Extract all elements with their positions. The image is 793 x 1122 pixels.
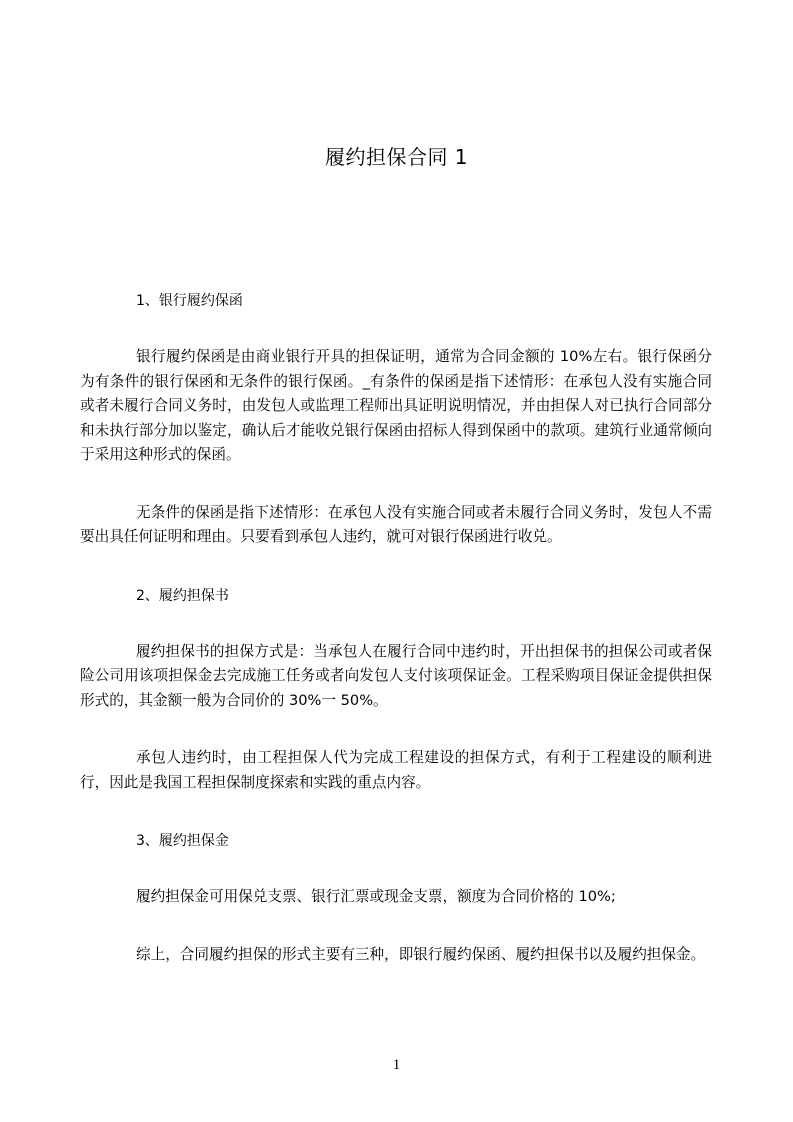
paragraph: 履约担保书的担保方式是：当承包人在履行合同中违约时，开出担保书的担保公司或者保险公司用该项担保金去完成施工任务或者向发包人支付该项保证金。工程采购项目保证金提供担保形式的，其金额一般为合同价的 30%一 50%。 xyxy=(80,642,712,709)
paragraph: 银行履约保函是由商业银行开具的担保证明，通常为合同金额的 10%左右。银行保函分为有条件的银行保函和无条件的银行保函。_有条件的保函是指下述情形：在承包人没有实施合同或者未履行合同义务时，由发包人或监理工程师出具证明说明情况，并由担保人对已执行合同部分和未执行部分加以鉴定，确认后才能收兑银行保函由招标人得到保函中的款项。建筑行业通常倾向于采用这种形式的保函。 xyxy=(80,348,712,463)
spacer xyxy=(80,609,712,640)
spacer xyxy=(80,910,712,943)
spacer xyxy=(80,314,712,345)
section-heading: 1、银行履约保函 xyxy=(136,293,243,309)
spacer xyxy=(80,795,712,828)
spacer xyxy=(80,468,712,501)
document-title: 履约担保合同 1 xyxy=(324,145,469,169)
spacer xyxy=(80,550,712,583)
paragraph: 综上，合同履约担保的形式主要有三种，即银行履约保函、履约担保书以及履约担保金。 xyxy=(136,945,706,963)
section-heading: 3、履约担保金 xyxy=(136,833,229,849)
paragraph: 无条件的保函是指下述情形：在承包人没有实施合同或者未履行合同义务时，发包人不需要出具任何证明和理由。只要看到承包人违约，就可对银行保函进行收兑。 xyxy=(80,503,712,545)
paragraph: 承包人违约时，由工程担保人代为完成工程建设的担保方式，有利于工程建设的顺利进行，因此是我国工程担保制度探索和实践的重点内容。 xyxy=(80,749,712,791)
page-number: 1 xyxy=(392,1057,401,1073)
section-heading: 2、履约担保书 xyxy=(136,587,229,604)
spacer xyxy=(80,713,712,746)
paragraph: 履约担保金可用保兑支票、银行汇票或现金支票，额度为合同价格的 10%; xyxy=(136,888,616,905)
document-body xyxy=(80,288,712,967)
spacer xyxy=(80,854,712,885)
